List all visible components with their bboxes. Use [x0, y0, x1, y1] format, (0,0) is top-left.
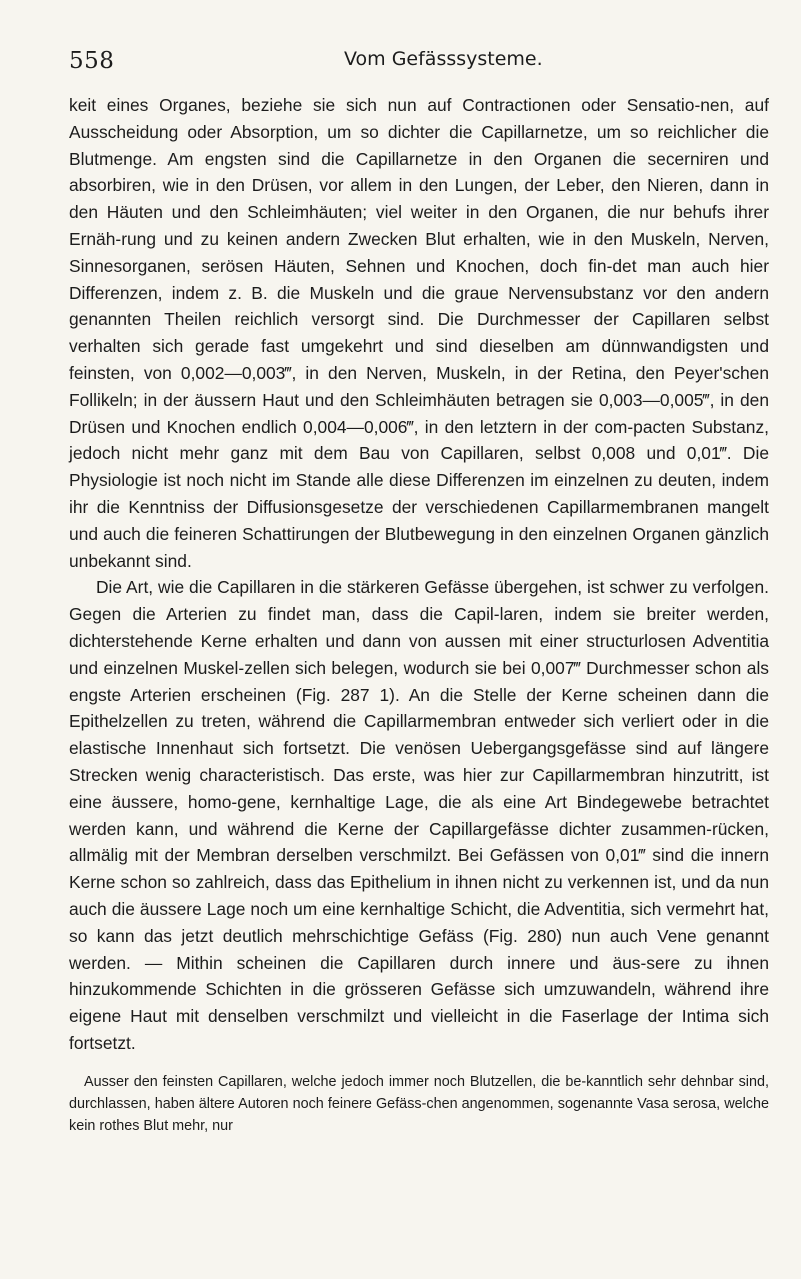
running-title: Vom Gefässsysteme.: [344, 48, 543, 70]
page-number: 558: [69, 48, 115, 74]
body-text: [69, 92, 769, 1137]
page-header: [69, 44, 769, 78]
paragraph-capillary-density: keit eines Organes, beziehe sie sich nun auf Contractionen oder Sensatio-nen, auf Ausscheidung oder Absorption, um so dichter die Capillarnetze, um so reichlicher die Blutmenge. Am engsten sind die Capillarnetze in den Organen die secerniren und absorbiren, wie in den Drüsen, vor allem in den Lungen, der Leber, den Nieren, dann in den Häuten und den Schleimhäuten; viel weiter in den Organen, die nur behufs ihrer Ernäh-rung und zu keinen andern Zwecken Blut erhalten, wie in den Muskeln, Nerven, Sinnesorganen, serösen Häuten, Sehnen und Knochen, doch fin-det man auch hier Differenzen, indem z. B. die Muskeln und die graue Nervensubstanz vor den andern genannten Theilen reichlich versorgt sind. Die Durchmesser der Capillaren selbst verhalten sich gerade fast umgekehrt und sind dieselben am dünnwandigsten und feinsten, von 0,002—0,003‴, in den Nerven, Muskeln, in der Retina, den Peyer'schen Follikeln; in der äussern Haut und den Schleimhäuten betragen sie 0,003—0,005‴, in den Drüsen und Knochen endlich 0,004—0,006‴, in den letztern in der com-pacten Substanz, jedoch nicht mehr ganz mit dem Bau von Capillaren, selbst 0,008 und 0,01‴. Die Physiologie ist noch nicht im Stande alle diese Differenzen im einzelnen zu deuten, indem ihr die Kenntniss der Diffusionsgesetze der verschiedenen Capillarmembranen mangelt und auch die feineren Schattirungen der Blutbewegung in den einzelnen Organen gänzlich unbekannt sind.: [69, 95, 769, 571]
paragraph-footnote-vasa-serosa: Ausser den feinsten Capillaren, welche jedoch immer noch Blutzellen, die be-kanntlich sehr dehnbar sind, durchlassen, haben ältere Autoren noch feinere Gefäss-chen angenommen, sogenannte Vasa serosa, welche kein rothes Blut mehr, nur: [69, 1073, 769, 1134]
paragraph-capillary-transition: Die Art, wie die Capillaren in die stärkeren Gefässe übergehen, ist schwer zu verfolgen. Gegen die Arterien zu findet man, dass die Capil-laren, indem sie breiter werden, dichterstehende Kerne erhalten und dann von aussen mit einer structurlosen Adventitia und einzelnen Muskel-zellen sich belegen, wodurch sie bei 0,007‴ Durchmesser schon als engste Arterien erscheinen (Fig. 287 1). An die Stelle der Kerne scheinen dann die Epithelzellen zu treten, während die Capillarmembran entweder sich verliert oder in die elastische Innenhaut sich fortsetzt. Die venösen Uebergangsgefässe sind auf längere Strecken wenig characteristisch. Das erste, was hier zur Capillarmembran hinzutritt, ist eine äussere, homo-gene, kernhaltige Lage, die als eine Art Bindegewebe betrachtet werden kann, und während die Kerne der Capillargefässe dichter zusammen-rücken, allmälig mit der Membran derselben verschmilzt. Bei Gefässen von 0,01‴ sind die innern Kerne schon so zahlreich, dass das Epithelium in ihnen nicht zu verkennen ist, und da nun auch die äussere Lage noch um eine kernhaltige Schicht, die Adventitia, sich vermehrt hat, so kann das jetzt deutlich mehrschichtige Gefäss (Fig. 280) nun auch Vene genannt werden. — Mithin scheinen die Capillaren durch innere und äus-sere zu ihnen hinzukommende Schichten in die grösseren Gefässe sich umzuwandeln, während ihre eigene Haut mit denselben verschmilzt und vielleicht in die Faserlage der Intima sich fortsetzt.: [69, 577, 769, 1053]
